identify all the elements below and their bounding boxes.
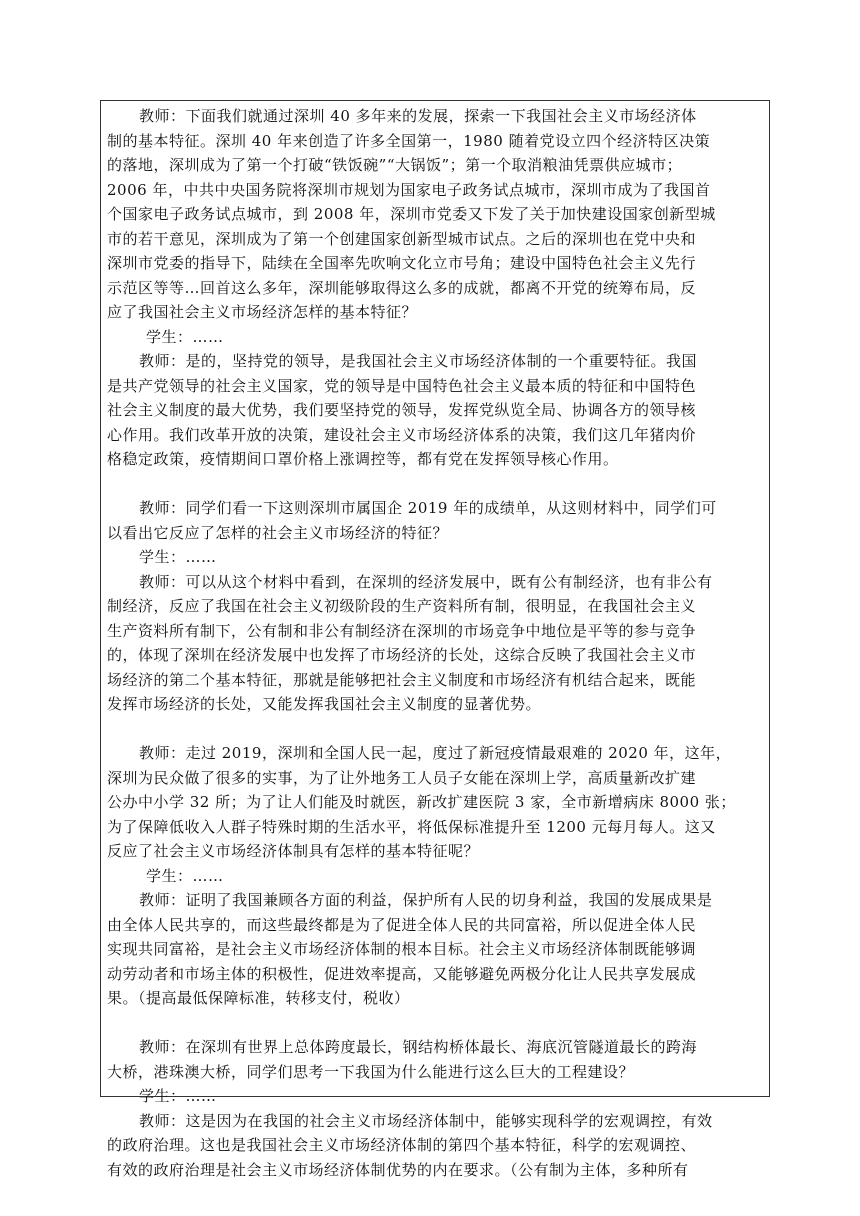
text-line: 教师：证明了我国兼顾各方面的利益，保护所有人民的切身利益，我国的发展成果是 — [139, 891, 713, 909]
text-line: 格稳定政策，疫情期间口罩价格上涨调控等，都有党在发挥领导核心作用。 — [107, 450, 619, 468]
text-line: 场经济的第二个基本特征，那就是能够把社会主义制度和市场经济有机结合起来，既能 — [107, 670, 697, 689]
paragraph — [107, 888, 763, 1011]
blank-line — [107, 472, 763, 497]
text-line: 生产资料所有制下，公有制和非公有制经济在深圳的市场竞争中地位是平等的参与竞争 — [107, 621, 697, 640]
text-line: 发挥市场经济的长处，又能发挥我国社会主义制度的显著优势。 — [107, 695, 542, 713]
text-line: 学生：…… — [146, 327, 224, 346]
text-line: 学生：…… — [139, 548, 217, 566]
text-line: 学生：…… — [146, 866, 224, 885]
paragraph — [107, 1109, 763, 1183]
text-line: 学生：…… — [139, 1087, 217, 1105]
paragraph — [107, 349, 763, 472]
text-line: 有效的政府治理是社会主义市场经济体制优势的内在要求。（公有制为主体，多种所有 — [107, 1160, 689, 1179]
text-line: 由全体人民共享的，而这些最终都是为了促进全体人民的共同富裕，所以促进全体人民 — [107, 915, 697, 934]
text-line: 制经济，反应了我国在社会主义初级阶段的生产资料所有制，很明显，在我国社会主义 — [107, 597, 697, 615]
text-line: 教师：可以从这个材料中看到，在深圳的经济发展中，既有公有制经济，也有非公有 — [139, 572, 713, 591]
text-line: 动劳动者和市场主体的积极性，促进效率提高，又能够避免两极分化让人民共享发展成 — [107, 964, 697, 983]
blank-line — [107, 717, 763, 742]
paragraph — [107, 1035, 763, 1084]
paragraph — [107, 741, 763, 864]
paragraph — [107, 496, 763, 545]
paragraph — [107, 545, 763, 570]
text-line: 实现共同富裕，是社会主义市场经济体制的根本目标。社会主义市场经济体制既能够调 — [107, 940, 697, 958]
text-line: 以看出它反应了怎样的社会主义市场经济的特征？ — [107, 523, 449, 542]
text-line: 公办中小学 32 所；为了让人们能及时就医，新改扩建医院 3 家，全市新增病床 8000 张； — [107, 793, 736, 811]
text-line: 为了保障低收入人群子特殊时期的生活水平，将低保标准提升至 1200 元每月每人。这又 — [107, 817, 716, 836]
text-line: 心作用。我们改革开放的决策，建设社会主义市场经济体系的决策，我们这几年猪肉价 — [107, 425, 697, 444]
text-line: 教师：这是因为在我国的社会主义市场经济体制中，能够实现科学的宏观调控，有效 — [139, 1111, 713, 1130]
text-line: 果。（提高最低保障标准，转移支付，税收） — [107, 989, 410, 1007]
blank-line — [107, 1011, 763, 1036]
text-line: 市的若干意见，深圳成为了第一个创建国家创新型城市试点。之后的深圳也在党中央和 — [107, 229, 697, 248]
text-line: 教师：同学们看一下这则深圳市属国企 2019 年的成绩单，从这则材料中，同学们可 — [139, 499, 717, 517]
lesson-transcript — [107, 104, 763, 1182]
text-line: 的落地，深圳成为了第一个打破“铁饭碗”“大锅饭”；第一个取消粮油凭票供应城市； — [107, 156, 683, 174]
text-line: 社会主义制度的最大优势，我们要坚持党的领导，发挥党纵览全局、协调各方的领导核 — [107, 401, 697, 419]
paragraph — [107, 325, 763, 350]
lesson-table-cell — [100, 100, 770, 1179]
text-line: 教师：走过 2019，深圳和全国人民一起，度过了新冠疫情最艰难的 2020 年，这年， — [139, 744, 732, 762]
text-line: 深圳市党委的指导下，陆续在全国率先吹响文化立市号角；建设中国特色社会主义先行 — [107, 254, 697, 272]
paragraph — [107, 1084, 763, 1109]
text-line: 大桥，港珠澳大桥，同学们思考一下我国为什么能进行这么巨大的工程建设？ — [107, 1062, 635, 1081]
text-line: 反应了社会主义市场经济体制具有怎样的基本特征呢？ — [107, 842, 480, 860]
text-line: 示范区等等…回首这么多年，深圳能够取得这么多的成就，都离不开党的统筹布局，反 — [107, 278, 697, 297]
paragraph — [107, 570, 763, 717]
paragraph — [107, 864, 763, 889]
text-line: 教师：是的，坚持党的领导，是我国社会主义市场经济体制的一个重要特征。我国 — [139, 352, 698, 370]
text-line: 的政府治理。这也是我国社会主义市场经济体制的第四个基本特征，科学的宏观调控、 — [107, 1136, 697, 1154]
text-line: 教师：在深圳有世界上总体跨度最长，钢结构桥体最长、海底沉管隧道最长的跨海 — [139, 1038, 698, 1056]
text-line: 制的基本特征。深圳 40 年来创造了许多全国第一，1980 随着党设立四个经济特区决策 — [107, 131, 711, 150]
paragraph — [107, 104, 763, 325]
text-line: 应了我国社会主义市场经济怎样的基本特征？ — [107, 303, 418, 321]
text-line: 教师：下面我们就通过深圳 40 多年来的发展，探索一下我国社会主义市场经济体 — [139, 107, 697, 125]
text-line: 深圳为民众做了很多的实事，为了让外地务工人员子女能在深圳上学，高质量新改扩建 — [107, 768, 697, 787]
text-line: 是共产党领导的社会主义国家，党的领导是中国特色社会主义最本质的特征和中国特色 — [107, 376, 697, 395]
text-line: 个国家电子政务试点城市，到 2008 年，深圳市党委又下发了关于加快建设国家创新型城 — [107, 205, 716, 223]
text-line: 的，体现了深圳在经济发展中也发挥了市场经济的长处，这综合反映了我国社会主义市 — [107, 646, 697, 664]
text-line: 2006 年，中共中央国务院将深圳市规划为国家电子政务试点城市，深圳市成为了我国首 — [107, 180, 711, 199]
